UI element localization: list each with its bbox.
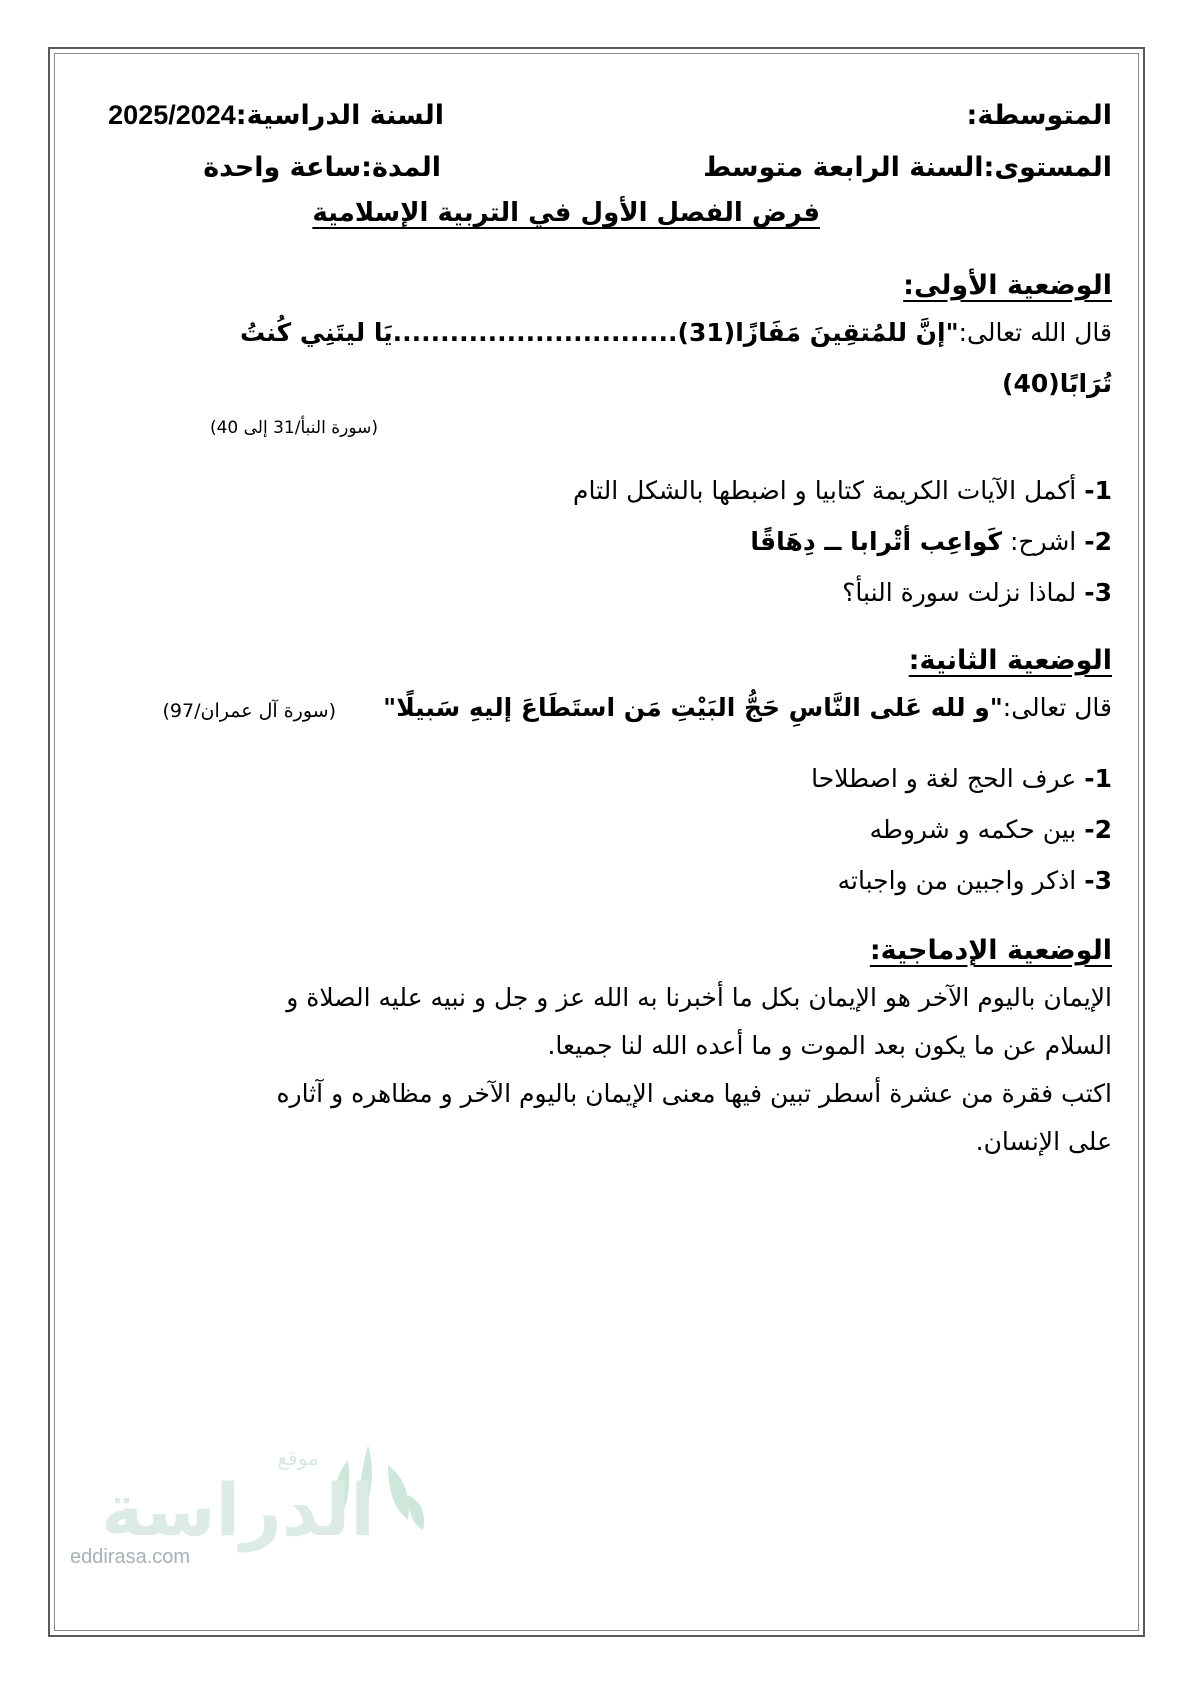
section1-quote-text: "إنَّ للمُتقِينَ مَفَازًا(31)..............................يَا ليتَنِي كُنتُ (239, 318, 959, 347)
logo-main-word: الدراسة (101, 1468, 375, 1552)
section1-quote-line1 (240, 318, 1112, 347)
section1-question-1: 1- أكمل الآيات الكريمة كتابيا و اضبطها بالشكل التام (573, 476, 1112, 505)
exam-title: فرض الفصل الأول في التربية الإسلامية (312, 198, 820, 228)
section2-question-1: 1- عرف الحج لغة و اصطلاحا (811, 764, 1112, 793)
section1-reference: (سورة النبأ/31 إلى 40) (209, 418, 378, 438)
section2-quote (383, 693, 1112, 722)
duration-label: المدة:ساعة واحدة (203, 152, 441, 183)
section2-heading: الوضعية الثانية: (908, 645, 1112, 676)
logo-top-word: موقع (277, 1446, 319, 1470)
section2-reference: (سورة آل عمران/97) (162, 700, 336, 722)
section3-para1-line2: السلام عن ما يكون بعد الموت و ما أعده الله لنا جميعا. (547, 1031, 1112, 1060)
section2-quote-text: "و لله عَلى النَّاسِ حَجُّ البَيْتِ مَن استَطَاعَ إليهِ سَبيلًا" (383, 693, 1003, 722)
logo-leaf-4 (408, 1495, 424, 1530)
section1-heading: الوضعية الأولى: (903, 270, 1112, 301)
section2-question-3: 3- اذكر واجبين من واجباته (837, 866, 1112, 895)
school-year-label: السنة الدراسية: (235, 100, 444, 131)
section2-quote-intro: قال تعالى: (1002, 693, 1112, 722)
level-label: المستوى:السنة الرابعة متوسط (703, 152, 1112, 183)
section3-heading: الوضعية الإدماجية: (869, 935, 1112, 966)
section3-para2-line2: على الإنسان. (975, 1127, 1112, 1156)
section1-quote-intro: قال الله تعالى: (958, 318, 1112, 347)
section1-question-2: 2- اشرح: كَواعِب أتْرابا ــ دِهَاقًا (750, 527, 1112, 556)
section2-question-2: 2- بين حكمه و شروطه (869, 815, 1112, 844)
logo-leaf-2 (388, 1465, 409, 1520)
logo-url: eddirasa.com (70, 1546, 191, 1568)
section3-para2-line1: اكتب فقرة من عشرة أسطر تبين فيها معنى الإيمان باليوم الآخر و مظاهره و آثاره (276, 1079, 1112, 1108)
school-year (108, 100, 444, 131)
section3-para1-line1: الإيمان باليوم الآخر هو الإيمان بكل ما أخبرنا به الله عز و جل و نبيه عليه الصلاة و (286, 983, 1112, 1012)
school-label: المتوسطة: (966, 100, 1112, 131)
section1-question-3: 3- لماذا نزلت سورة النبأ؟ (842, 578, 1112, 607)
school-year-value: 2025/2024 (108, 100, 236, 130)
section1-quote-line2: تُرَابًا(40) (1002, 369, 1112, 398)
